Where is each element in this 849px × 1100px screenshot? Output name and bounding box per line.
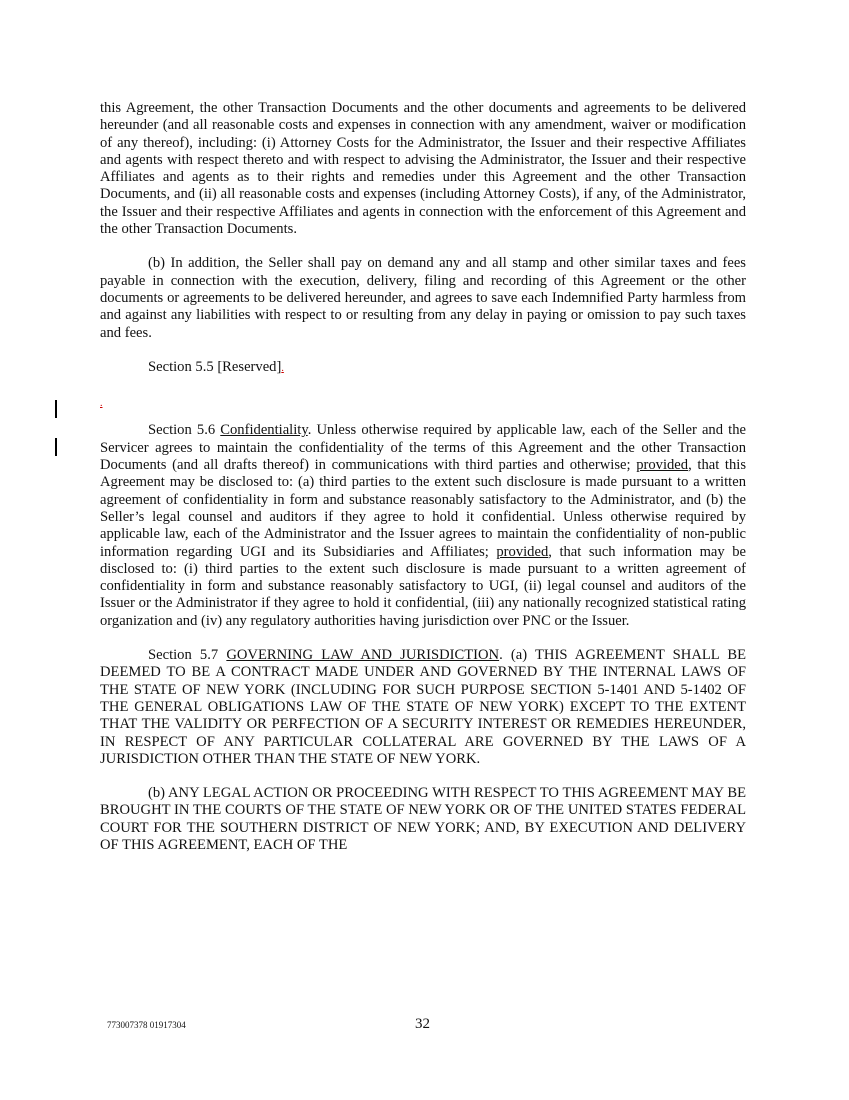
revision-mark: .: [281, 362, 284, 374]
section-5-6-text-c: , that such information may be disclosed to: (i) third parties to the extent such disclosure is made pursuant to a written agreement of confidentiality in form and substance reasonably satisfactory to UGI, (ii) legal counsel and auditors of the Issuer or the Administrator if they agree to hold it confidential, (iii) any nationally recognized statistical rating organization and (iv) any regulatory authorities having jurisdiction over PNC or the Issuer.: [100, 543, 746, 629]
section-5-6-text-b: , that this Agreement may be disclosed to: (a) third parties to the extent such disclosure is made pursuant to a written agreement of confidentiality in form and substance reasonably satisfactory to the Administrator, and (b) the Seller’s legal counsel and auditors if they agree to hold it confidential. Unless otherwise required by applicable law, each of the Administrator and the Issuer agrees to maintain the confidentiality of non-public information regarding UGI and its Subsidiaries and Affiliates;: [100, 457, 746, 560]
revision-mark-blank: .: [100, 398, 103, 410]
page-number: 32: [415, 1016, 430, 1032]
section-5-5-text: Section 5.5 [Reserved]: [148, 358, 282, 375]
section-5-6-confidentiality: [100, 422, 746, 630]
section-5-5-heading: [100, 359, 746, 377]
section-5-6-text-a: . Unless otherwise required by applicable law, each of the Seller and the Servicer agrees to maintain the confidentiality of the terms of this Agreement and the other Transaction Documents (and all drafts thereof) in communications with third parties and otherwise;: [100, 422, 746, 474]
document-page: [100, 100, 746, 854]
change-bar-1: [55, 400, 57, 418]
provided-term-2: provided: [496, 543, 549, 560]
section-5-7-title: GOVERNING LAW AND JURISDICTION: [226, 647, 500, 664]
section-5-7-text-a: . (a) THIS AGREEMENT SHALL BE DEEMED TO BE A CONTRACT MADE UNDER AND GOVERNED BY THE INTERNAL LAWS OF THE STATE OF NEW YORK (INCLUDING FOR SUCH PURPOSE SECTION 5-1401 AND 5-1402 OF THE GENERAL OBLIGATIONS LAW OF THE STATE OF NEW YORK) EXCEPT TO THE EXTENT THAT THE VALIDITY OR PERFECTION OF A SECURITY INTEREST OR REMEDIES HEREUNDER, IN RESPECT OF ANY PARTICULAR COLLATERAL ARE GOVERNED BY THE LAWS OF A JURISDICTION OTHER THAN THE STATE OF NEW YORK.: [100, 647, 746, 767]
provided-term-1: provided: [636, 457, 689, 474]
paragraph-stamp-taxes: (b) In addition, the Seller shall pay on demand any and all stamp and other similar taxes and fees payable in connection with the execution, delivery, filing and recording of this Agreement or the other documents or agreements to be delivered hereunder, and agrees to save each Indemnified Party harmless from and against any liabilities with respect to or resulting from any delay in paying or omission to pay such taxes and fees.: [100, 255, 746, 341]
blank-revision-line: [100, 394, 746, 412]
footer-document-id: 773007378 01917304: [107, 1020, 186, 1030]
change-bar-2: [55, 438, 57, 456]
paragraph-costs-continued: this Agreement, the other Transaction Documents and the other documents and agreements to be delivered hereunder (and all reasonable costs and expenses in connection with any amendment, waiver or modification of any thereof), including: (i) Attorney Costs for the Administrator, the Issuer and their respective Affiliates and agents with respect thereto and with respect to advising the Administrator, the Issuer and their respective Affiliates and agents as to their rights and remedies under this Agreement and the other Transaction Documents, and (ii) all reasonable costs and expenses (including Attorney Costs), if any, of the Administrator, the Issuer and their respective Affiliates and agents in connection with the enforcement of this Agreement and the other Transaction Documents.: [100, 100, 746, 238]
section-5-7-b-jurisdiction: (b) ANY LEGAL ACTION OR PROCEEDING WITH RESPECT TO THIS AGREEMENT MAY BE BROUGHT IN THE COURTS OF THE STATE OF NEW YORK OR OF THE UNITED STATES FEDERAL COURT FOR THE SOUTHERN DISTRICT OF NEW YORK; AND, BY EXECUTION AND DELIVERY OF THIS AGREEMENT, EACH OF THE: [100, 785, 746, 853]
section-5-6-number: Section 5.6: [148, 422, 221, 439]
section-5-7-governing-law: [100, 647, 746, 768]
section-5-7-number: Section 5.7: [148, 647, 227, 664]
section-5-6-title: Confidentiality: [220, 422, 308, 439]
